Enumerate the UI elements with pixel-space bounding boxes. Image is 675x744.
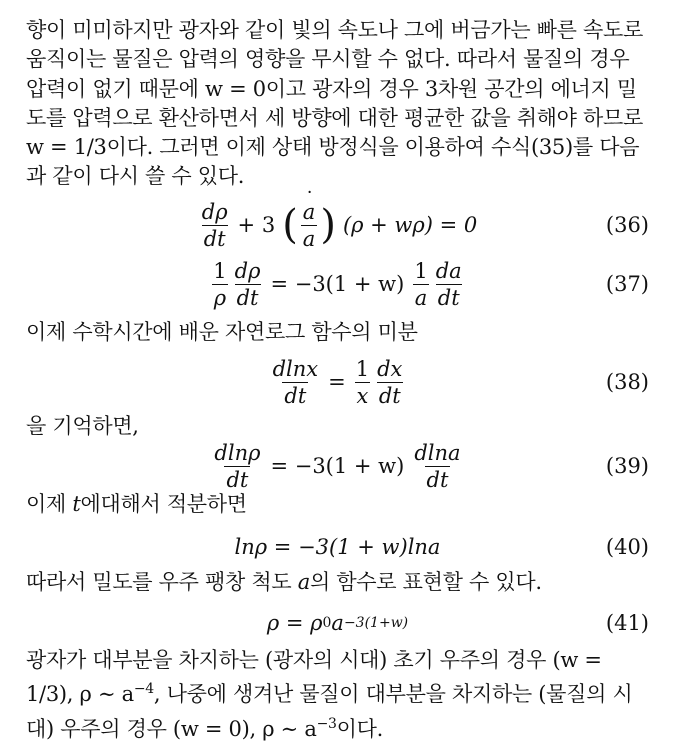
paragraph-log-derivative: 이제 수학시간에 배운 자연로그 함수의 미분 (26, 320, 418, 344)
equation-38: $\frac{dlnx}{dt}$ = $\frac{1}{x}$ $\frac{dx}{dt}$ (38) (272, 356, 649, 408)
equation-41: ρ = ρ 0 a −3(1+w) (41) (266, 611, 649, 635)
equation-number: (41) (605, 611, 649, 635)
frac-adot-a: ˙ $\frac{a}{a}$ (301, 200, 318, 251)
paragraph-eras: 광자가 대부분을 차지하는 (광자의 시대) 초기 우주의 경우 (w = 1/3), ρ ∼ $a^{-4}$, 나중에 생겨난 물질이 대부분을 차지하는 (물질의 시대) 우주의 경우 (w = 0), ρ ∼ $a^{-3}$이다. (26, 648, 633, 741)
equation-40: lnρ = −3(1 + w)lna (40) (234, 535, 649, 559)
equation-36: $\frac{d\rho}{dt}$ + 3 ( ˙ $\frac{a}{a}$ ) (ρ + wρ) = 0 (36) (0, 196, 675, 254)
paragraph-pressure-intro: 향이 미미하지만 광자와 같이 빛의 속도나 그에 버금가는 빠른 속도로 움직이는 물질은 압력의 영향을 무시할 수 없다. 따라서 물질의 경우 압력이 없기 때문에 w = 0이고 광자의 경우 3차원 공간의 에너지 밀도를 압력으로 환산하면서 세 방향에 대한 평균한 값을 취해야 하므로 w = 1/3이다. 그러면 이제 상태 방정식을 이용하여 수식(35)를 다음과 같이 다시 쓸 수 있다. (26, 18, 643, 189)
equation-number: (38) (605, 370, 649, 394)
eq36-plus-three: + 3 (237, 213, 276, 237)
equation-37: $\frac{1}{\rho}$ $\frac{d\rho}{dt}$ = −3(1 + w) $\frac{1}{a}$ $\frac{da}{dt}$ (37) (213, 258, 649, 310)
equation-number: (36) (605, 213, 649, 237)
paragraph-remember: 을 기억하면, (26, 414, 139, 438)
equation-number: (37) (605, 272, 649, 296)
frac-drho-dt: $\frac{d\rho}{dt}$ (201, 199, 228, 251)
equation-number: (39) (605, 454, 649, 478)
equation-number: (40) (605, 535, 649, 559)
eq36-tail: (ρ + wρ) = 0 (342, 213, 478, 237)
eq37-middle: = −3(1 + w) (270, 272, 405, 296)
paragraph-integrate: 이제 t에대해서 적분하면 (26, 492, 247, 516)
equation-39: $\frac{dln\rho}{dt}$ = −3(1 + w) $\frac{dlna}{dt}$ (39) (214, 440, 649, 492)
paragraph-density-function: 따라서 밀도를 우주 팽창 척도 a의 함수로 표현할 수 있다. (26, 570, 542, 594)
